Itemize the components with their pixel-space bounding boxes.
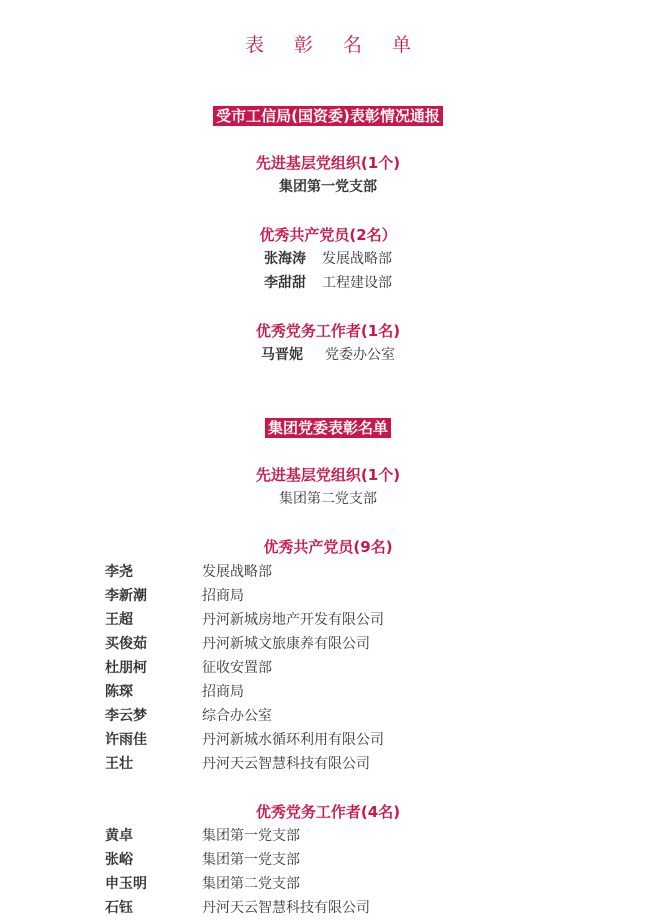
section2-member-row xyxy=(105,682,625,702)
member-name: 买俊茹 xyxy=(105,636,147,652)
section2-banner-text: 集团党委表彰名单 xyxy=(265,418,391,438)
member-dept: 丹河新城文旅康养有限公司 xyxy=(202,636,370,652)
member-dept: 发展战略部 xyxy=(322,251,392,267)
worker-dept: 集团第二党支部 xyxy=(202,876,300,892)
section2-org-name: 集团第二党支部 xyxy=(279,491,377,507)
member-name: 张海涛 xyxy=(264,251,306,267)
section2-worker-row xyxy=(105,826,625,846)
member-dept: 丹河天云智慧科技有限公司 xyxy=(202,756,370,772)
member-dept: 招商局 xyxy=(202,684,244,700)
member-name: 陈琛 xyxy=(105,684,133,700)
member-name: 李新潮 xyxy=(105,588,147,604)
section2-org-heading: 先进基层党组织(1个) xyxy=(255,466,401,484)
section1-org-heading: 先进基层党组织(1个) xyxy=(255,154,401,172)
section2-member-row xyxy=(105,634,625,654)
section2-members-heading: 优秀共产党员(9名) xyxy=(263,538,393,556)
section1-member-row xyxy=(0,249,656,269)
section2-banner xyxy=(0,418,656,438)
member-dept: 征收安置部 xyxy=(202,660,272,676)
section1-member-row xyxy=(0,273,656,293)
member-dept: 工程建设部 xyxy=(322,275,392,291)
member-dept: 发展战略部 xyxy=(202,564,272,580)
member-name: 许雨佳 xyxy=(105,732,147,748)
section2-member-row xyxy=(105,754,625,774)
member-name: 李尧 xyxy=(105,564,133,580)
member-name: 李甜甜 xyxy=(264,275,306,291)
worker-name: 石钰 xyxy=(105,900,133,916)
worker-dept: 集团第一党支部 xyxy=(202,828,300,844)
member-dept: 综合办公室 xyxy=(202,708,272,724)
section2-member-row xyxy=(105,730,625,750)
worker-dept: 党委办公室 xyxy=(325,347,395,363)
worker-name: 黄卓 xyxy=(105,828,133,844)
section1-workers-heading: 优秀党务工作者(1名) xyxy=(255,322,401,340)
section2-member-row xyxy=(105,610,625,630)
section2-worker-row xyxy=(105,850,625,870)
section2-worker-row xyxy=(105,898,625,918)
section1-org-name: 集团第一党支部 xyxy=(279,179,377,195)
page-title: 表 彰 名 单 xyxy=(244,34,424,56)
section2-workers-heading: 优秀党务工作者(4名) xyxy=(255,803,401,821)
worker-name: 张峪 xyxy=(105,852,133,868)
section1-banner xyxy=(0,106,656,126)
member-name: 李云梦 xyxy=(105,708,147,724)
member-name: 王超 xyxy=(105,612,133,628)
member-dept: 招商局 xyxy=(202,588,244,604)
member-dept: 丹河新城房地产开发有限公司 xyxy=(202,612,384,628)
worker-dept: 集团第一党支部 xyxy=(202,852,300,868)
section1-banner-text: 受市工信局(国资委)表彰情况通报 xyxy=(213,106,443,126)
section1-members-heading: 优秀共产党员(2名） xyxy=(259,226,397,244)
section2-member-row xyxy=(105,706,625,726)
section2-worker-row xyxy=(105,874,625,894)
member-name: 王壮 xyxy=(105,756,133,772)
member-dept: 丹河新城水循环利用有限公司 xyxy=(202,732,384,748)
section2-member-row xyxy=(105,586,625,606)
worker-name: 马晋妮 xyxy=(261,347,303,363)
section1-worker-row xyxy=(0,345,656,365)
member-name: 杜朋柯 xyxy=(105,660,147,676)
worker-dept: 丹河天云智慧科技有限公司 xyxy=(202,900,370,916)
worker-name: 申玉明 xyxy=(105,876,147,892)
section2-member-row xyxy=(105,562,625,582)
section2-member-row xyxy=(105,658,625,678)
